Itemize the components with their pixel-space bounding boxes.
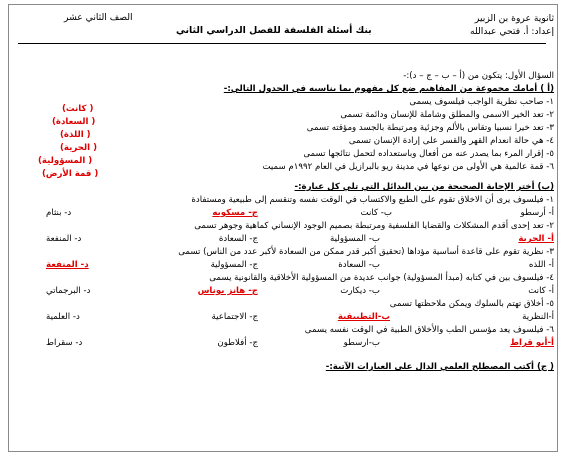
b-option: ب- ديكارت [340,286,380,296]
b-question: ٢- تعد إحدى أقدم المشكلات والقضايا الفلسفية ومرتبطة بصميم الوجود الإنساني كماهية وجوهر تسمى [194,221,554,231]
b-option: ب-ارسطو [343,338,380,348]
school-name: ثانوية عروة بن الزبير [474,13,554,24]
b-option: ب- المسؤولية [330,234,380,244]
b-question: ٤- فيلسوف بين في كتابه (مبدأ المسؤولية) جوانب عديدة من المسؤولية الأخلاقية والقانونية يسمى [209,273,554,283]
question-intro: السؤال الأول: يتكون من (أ – ب – ج – د):- [403,71,554,81]
a-item: ٥- إقرار المرء بما يصدر عنه من أفعال وباستعداده لتحمل نتائجها تسمى [303,149,554,159]
b-option: ج- المسؤولية [210,260,258,270]
b-question: ٣- نظرية تقوم على قاعدة أساسية مؤداها (تحقيق أكبر قدر ممكن من السعادة لأكبر عدد من الناس) تسمى [178,247,554,257]
b-option: د- العلمية [46,312,80,322]
b-option: د- بنثام [46,208,72,218]
a-answer: ( السعادة) [52,117,96,127]
b-question: ٦- فيلسوف يعد مؤسس الطب والأخلاق الطبية في الوقت نفسه يسمى [304,325,554,335]
b-option-correct: د- المنفعة [46,260,89,270]
a-answer: ( كانت) [62,104,94,114]
document-title: بنك أسئلة الفلسفة للفصل الدراسي الثاني [176,25,372,36]
section-b-title: (ب) أختر الإجابة الصحيحة من بين البدائل التي تلي كل عبارة:- [294,182,554,192]
prepared-by: إعداد: أ. فتحي عبدالله [470,26,554,37]
b-option-correct: أ- الحرية [518,234,554,244]
b-option: د- المنفعة [46,234,82,244]
b-option: أ- أرسطو [520,208,554,218]
section-c-title: ( ج) أكتب المصطلح العلمي الدال على العبارات الآتية:- [325,362,554,372]
b-option: د- سقراط [46,338,83,348]
grade-label: الصف الثاني عشر [64,12,133,23]
a-item: ١- صاحب نظرية الواجب فيلسوف يسمى [409,97,554,107]
b-option: د- البرجماتي [46,286,91,296]
b-option: ب- السعادة [338,260,380,270]
b-option-correct: أ-أبو قراط [510,338,554,348]
a-answer: ( اللذة) [60,130,91,140]
a-item: ٦- قمة عالمية هي الأولى من نوعها في مدينة ريو بالبرازيل في العام ١٩٩٢م سميت [262,162,554,172]
b-option: ب- كانت [360,208,392,218]
a-answer: ( قمة الأرض) [42,169,99,179]
header-divider [18,43,546,44]
section-a-title: (أ ) أمامك مجموعة من المفاهيم ضع كل مفهوم بما يناسبه في الجدول التالي:- [223,84,554,94]
b-question: ١- فيلسوف يرى أن الاخلاق تقوم على الطبع والاكتساب في الوقت نفسه وتنقسم إلى طبيعية ومستفادة [191,195,554,205]
b-question: ٥- أخلاق تهتم بالسلوك ويمكن ملاحظتها تسمى [389,299,554,309]
b-option-correct: ج- مسكويه [212,208,258,218]
b-option: ج- أفلاطون [217,338,258,348]
b-option: ج- الاجتماعية [211,312,258,322]
b-option: أ- اللذه [528,260,554,270]
a-item: ٤- هي حالة انعدام القهر والقسر على إرادة الإنسان تسمى [348,136,554,146]
a-item: ٣- تعد خيرا نسبيا وتقاس بالألم وجزئية ومرتبطة بالجسد ومؤقته تسمى [306,123,554,133]
a-answer: ( الحرية) [60,143,97,153]
b-option: ج- السعادة [218,234,258,244]
b-option: أ- كانت [528,286,554,296]
header-school-block [470,12,554,38]
a-item: ٢- تعد الخير الاسمى والمطلق وشاملة للإنسان ودائمة تسمى [340,110,554,120]
b-option: أ-النظرية [522,312,554,322]
b-option-correct: ج- هانز يوناس [197,286,258,296]
a-answer: ( المسؤولية) [38,156,93,166]
b-option-correct: ب-التطبيقية [337,312,390,322]
